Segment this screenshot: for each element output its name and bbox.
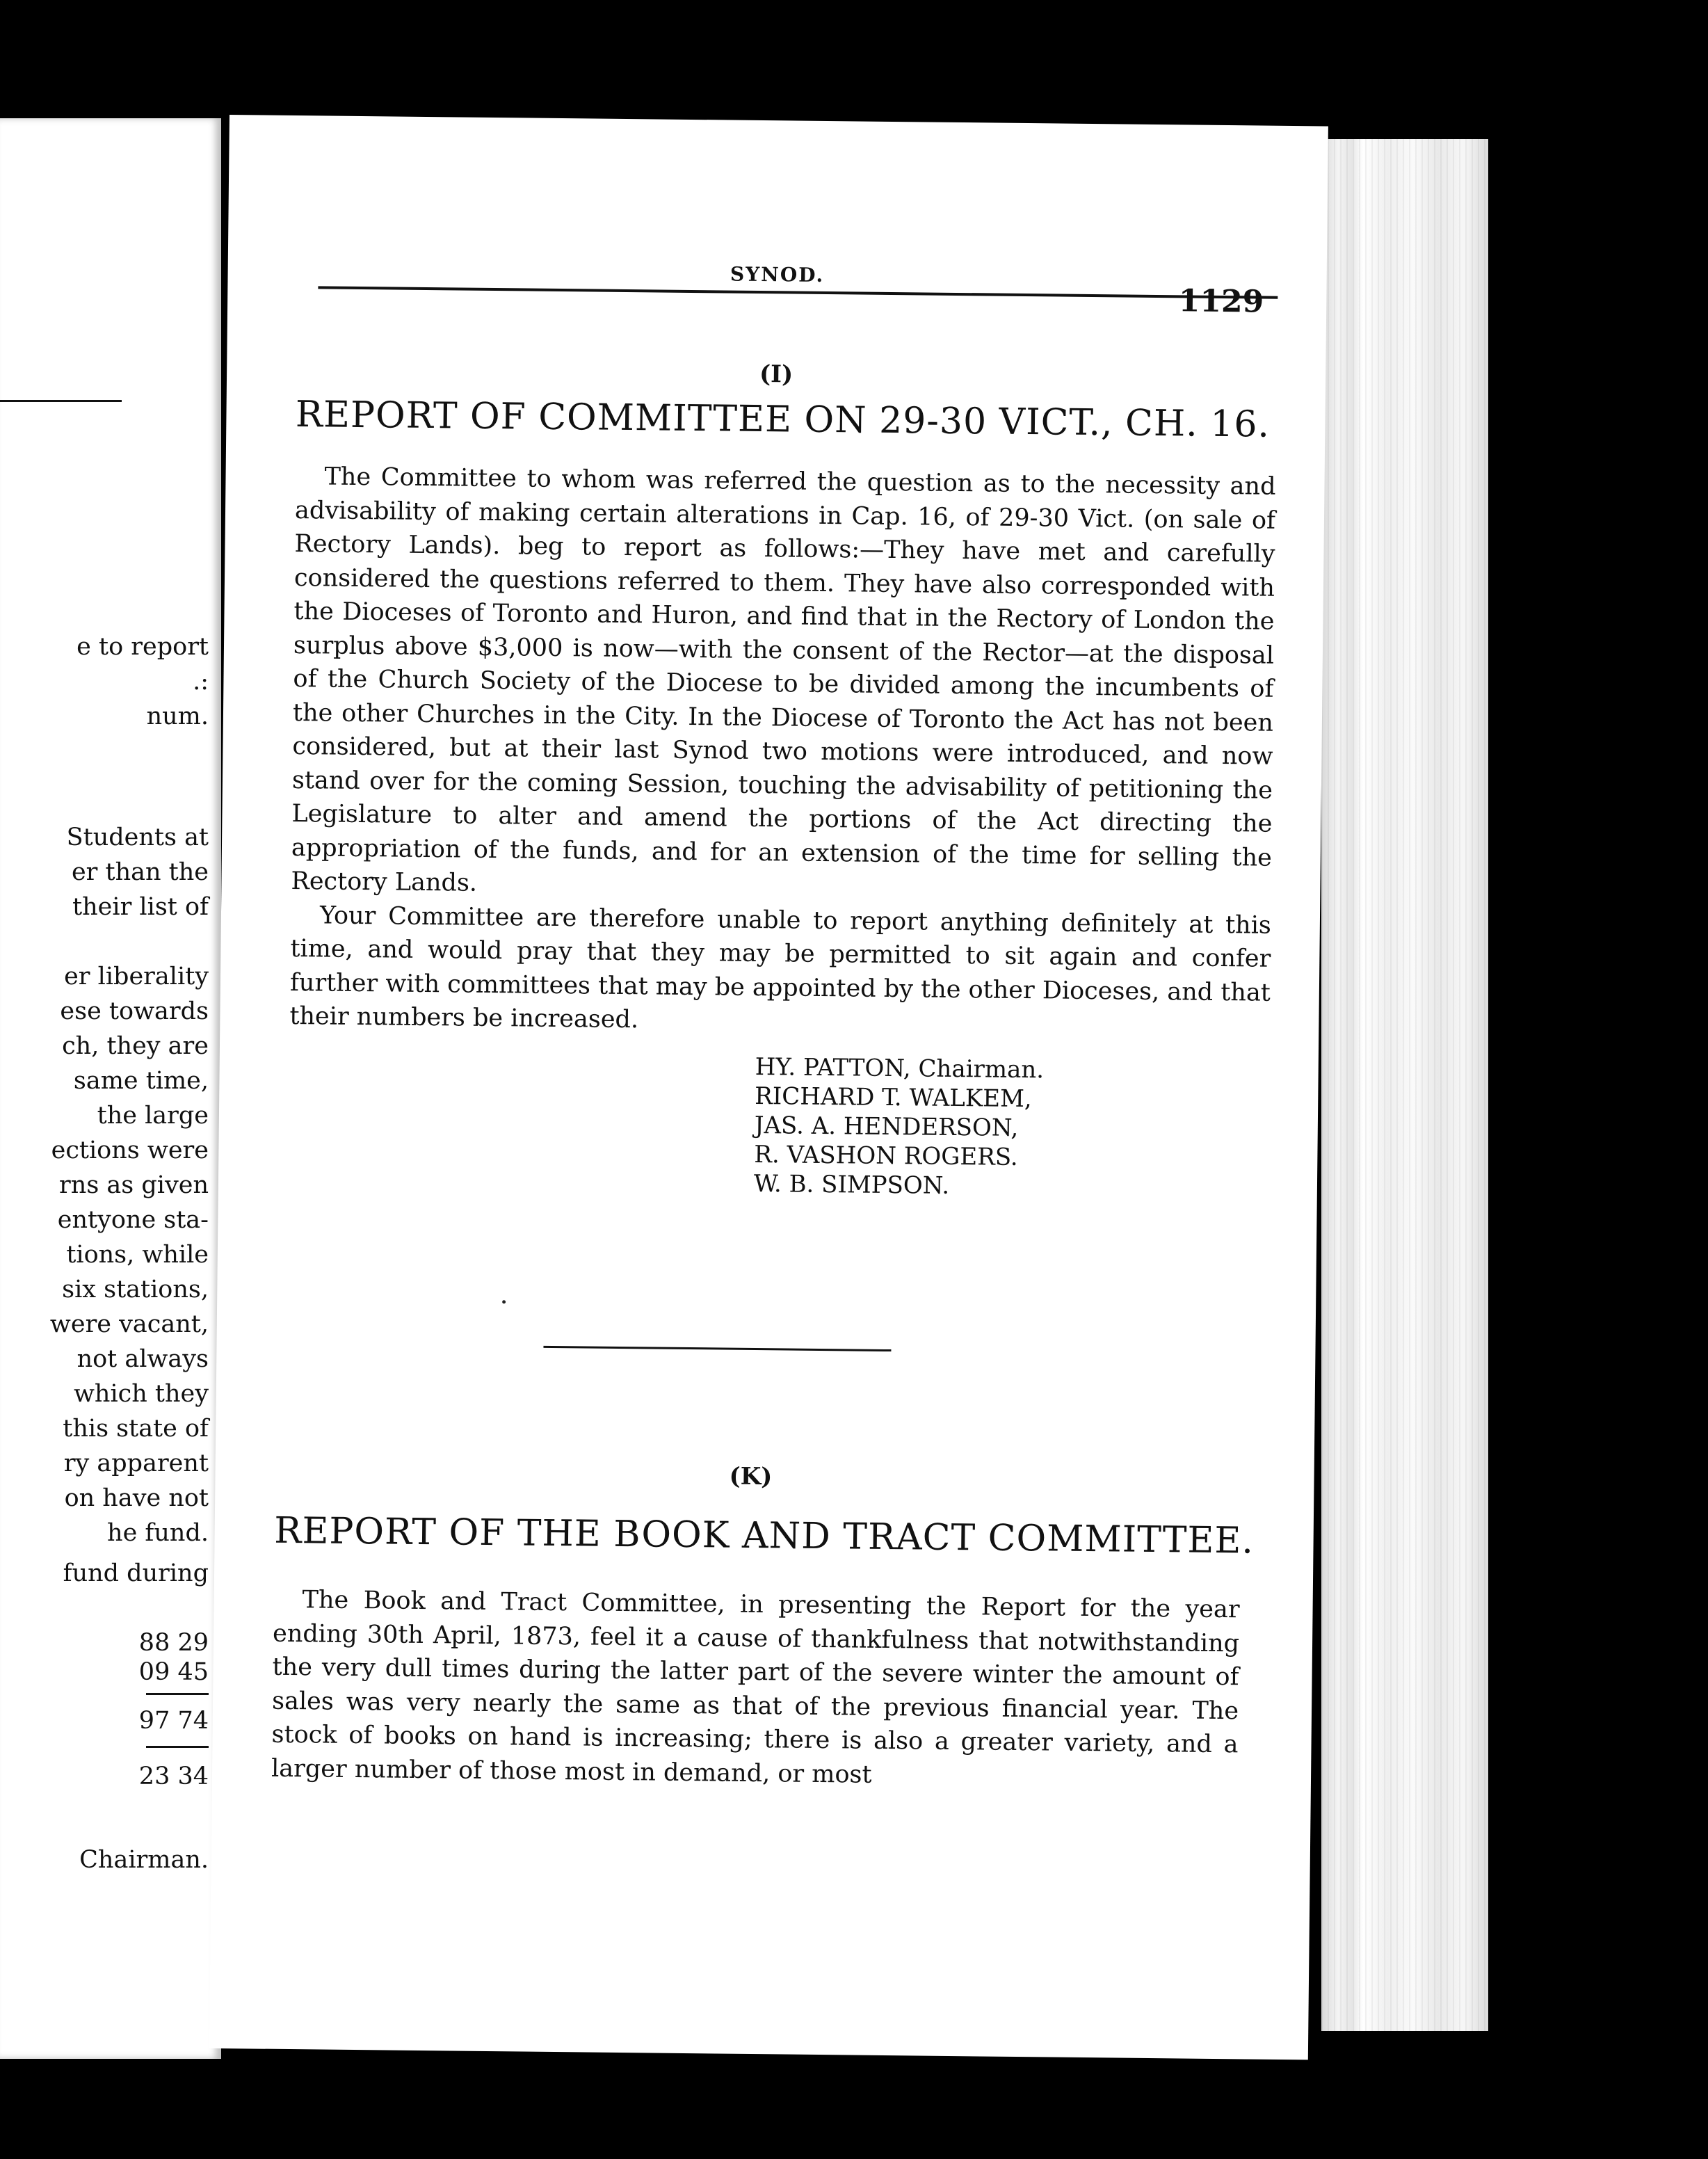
left-line: not always [76,1345,209,1373]
paragraph: The Committee to whom was referred the question as to the necessity and advisability of making certain alterations in Cap. 16, of 29-30 Vict. (on sale of Rectory Lands). beg to report as follows:—They have met and carefully considered the questions referred to them. They have also corresponded with the Dioceses of Toronto and Huron, and find that in the Rectory of London the surplus above $3,000 is now—with the consent of the Rector—at the disposal of the Church Society of the Diocese to be divided among the incumbents of the other Churches in the City. In the Diocese of Toronto the Act has not been considered, but at their last Synod two motions were introduced, and now stand over for the coming Session, touching the advisability of petitioning the Legislature to alter and amend the portions of the Act directing the appropriation of the funds, and for an extension of the time for selling the Rectory Lands. [291,463,1276,897]
left-line: e to report [76,633,209,661]
left-page-rule [0,400,122,402]
signature: R. VASHON ROGERS. [754,1140,1018,1171]
left-line: tions, while [66,1241,209,1269]
signature: HY. PATTON, Chairman. [755,1052,1045,1084]
previous-page-fragment [0,118,221,2059]
section-i-title: REPORT OF COMMITTEE ON 29-30 VICT., CH. 16. [295,394,1271,446]
section-k-body [271,1583,1240,1796]
left-line: 97 74 [138,1707,209,1735]
signature: JAS. A. HENDERSON, [754,1111,1019,1142]
section-i-letter: (I) [759,360,793,389]
left-line: er than the [71,858,209,886]
left-line: their list of [72,893,209,921]
left-line: were vacant, [49,1310,209,1338]
left-line: rns as given [59,1171,209,1199]
left-line: ch, they are [62,1032,209,1060]
signature-block [754,1052,1045,1201]
left-line: ections were [51,1137,209,1164]
left-line: on have not [64,1484,209,1512]
left-line: .: [193,668,209,696]
main-page [209,115,1328,2060]
left-sum-rule [146,1746,209,1748]
left-sum-rule [146,1693,209,1695]
left-line: Chairman. [79,1846,209,1874]
left-line: 88 29 [138,1629,209,1657]
section-k-letter: (K) [729,1462,773,1491]
book-page-edges [1321,139,1488,2031]
page-number: 1129 [1178,283,1264,320]
left-line: ese towards [60,997,209,1025]
left-line: 09 45 [138,1658,209,1686]
section-divider [543,1346,891,1351]
left-line: fund during [63,1559,209,1587]
paragraph: Your Committee are therefore unable to report anything definitely at this time, and would pray that they may be permitted to sit again and confer further with committees that may be appointed by the other Dioceses, and that their numbers be increased. [289,901,1272,1034]
ink-speck [502,1300,506,1303]
left-line: 23 34 [138,1763,209,1790]
signature: RICHARD T. WALKEM, [755,1082,1032,1114]
left-line: he fund. [107,1519,209,1547]
left-line: entyone sta- [57,1206,209,1234]
running-head: SYNOD. [730,262,825,287]
left-line: which they [73,1380,209,1408]
left-line: Students at [66,824,209,851]
left-line: ry apparent [63,1450,209,1477]
section-k-title: REPORT OF THE BOOK AND TRACT COMMITTEE. [274,1509,1255,1562]
paragraph: The Book and Tract Committee, in presenting the Report for the year ending 30th April, 1873, feel it a cause of thankfulness that notwithstanding the very dull times during the latter part of the severe winter the amount of sales was very nearly the same as that of the previous financial year. The stock of books on hand is increasing; there is also a greater variety, and a larger number of those most in demand, or most [271,1586,1240,1789]
left-line: same time, [73,1067,209,1095]
left-line: the large [97,1102,209,1130]
signature: W. B. SIMPSON. [753,1169,950,1200]
left-line: num. [146,703,209,730]
left-line: this state of [63,1415,209,1443]
left-line: six stations, [62,1276,209,1303]
section-i-body [289,460,1276,1043]
left-line: er liberality [64,963,209,990]
